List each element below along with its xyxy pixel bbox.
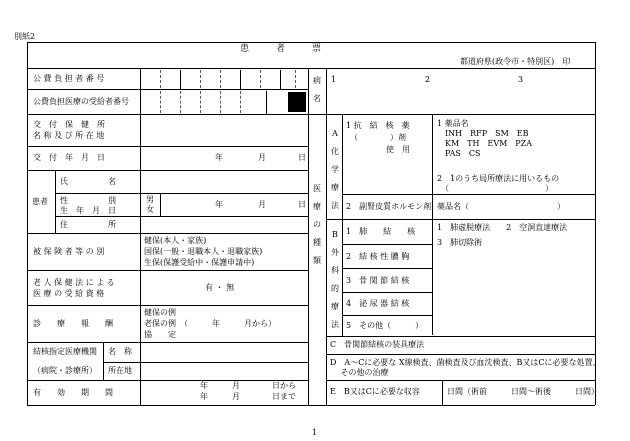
b-right-2: 3 肺切除術: [437, 238, 483, 247]
hospital-label: 結核指定医療機関: [33, 347, 97, 356]
recipient-number-label: 公費負担医療の受給者番号: [33, 97, 129, 106]
e-label: E B又はCに必要な収容: [330, 387, 420, 396]
page-title: 患 者 票: [240, 44, 322, 54]
treatment-label: 医療の種類: [313, 184, 321, 265]
d-text: D A〜Cに必要な X線検査、菌検査及び血沈検査、B又はCに必要な処置、 その他の治療: [330, 358, 601, 377]
insured-option-2: 国保(一般・退職本人・退職家族): [144, 247, 263, 256]
a1-text: 1 抗 結 核 薬 （ ）剤 使 用: [346, 121, 410, 154]
delivery-label: 交 付 保 健 所 名 称 及 び 所 在 地: [33, 120, 105, 140]
sex-dob-label: 性 別 生 年 月 日: [60, 196, 116, 215]
insured-option-1: 健保(本人・家族): [144, 236, 207, 245]
prefecture-line: 都道府県(政令市・特別区) 印: [460, 57, 571, 66]
insured-option-3: 生保(保護受給中・保護申請中): [144, 258, 255, 267]
validity-from: 年 月 日から: [200, 381, 296, 390]
b-label: B外科的療法: [331, 230, 339, 329]
fee-label: 診 療 報 酬: [33, 319, 113, 328]
elderly-value: 有 ・ 無: [205, 283, 235, 292]
a-label: A化学療法: [331, 129, 339, 210]
sex-male[interactable]: 男: [146, 195, 154, 204]
a2-text: 2 副腎皮質ホルモン剤: [346, 202, 432, 211]
issue-month-unit: 月: [258, 153, 266, 162]
fee-line-1: 健保の例: [144, 308, 176, 317]
page-number: 1: [312, 428, 318, 437]
b-item-5: 5 その他（ ）: [346, 321, 424, 330]
hospital-sub-label: （病院・診療所）: [33, 366, 97, 375]
payer-number-label: 公 費 負 担 者 番 号: [33, 74, 105, 83]
disease-number-2: 2: [425, 75, 431, 84]
fee-line-3: 協 定: [144, 330, 176, 339]
disease-label: 病名: [313, 76, 321, 103]
b-item-1: 1 肺 結 核: [346, 227, 416, 236]
validity-to: 年 月 日まで: [200, 392, 296, 401]
fee-line-2: 老保の例 （ 年 月から）: [144, 319, 276, 328]
disease-number-3: 3: [518, 75, 524, 84]
b-item-2: 2 結 核 性 膿 胸: [346, 252, 410, 261]
b-right-1: 1 肺虚脱療法 2 空洞直達療法: [437, 223, 568, 232]
c-text: C 骨関節結核の装具療法: [330, 340, 425, 349]
a2-drug: 薬品名（ ）: [437, 202, 565, 211]
annex-label: 別紙2: [14, 32, 36, 41]
validity-label: 有 効 期 間: [33, 388, 113, 397]
issue-day-unit: 日: [298, 153, 306, 162]
a1-drugs: 1 薬品名 INH RFP SM EB KM TH EVM PZA PAS CS: [437, 119, 533, 158]
e-value: 日間（術前 日間〜術後 日間）: [447, 387, 599, 396]
elderly-label: 老 人 保 健 法 に よ る 医 療 の 受 給 資 格: [33, 278, 115, 298]
b-item-4: 4 泌 尿 器 結 核: [346, 299, 410, 308]
insured-label: 被 保 険 者 等 の 別: [33, 247, 105, 256]
disease-number-1: 1: [331, 75, 337, 84]
patient-label: 患者: [32, 197, 48, 206]
check-digit-box: [288, 92, 306, 112]
a1-note: 2 1のうち局所療法に用いるもの （ ）: [437, 174, 560, 193]
sex-female[interactable]: 女: [146, 205, 154, 214]
dob-year-unit: 年: [215, 200, 223, 209]
name-label: 氏 名: [60, 177, 116, 186]
dob-day-unit: 日: [298, 200, 306, 209]
hospital-name-label: 名 称: [108, 347, 132, 356]
b-item-3: 3 骨 関 節 結 核: [346, 276, 410, 285]
dob-month-unit: 月: [258, 200, 266, 209]
hospital-addr-label: 所在地: [108, 366, 132, 375]
issue-date-label: 交 付 年 月 日: [33, 153, 105, 162]
address-label: 住 所: [60, 220, 116, 229]
issue-year-unit: 年: [215, 153, 223, 162]
